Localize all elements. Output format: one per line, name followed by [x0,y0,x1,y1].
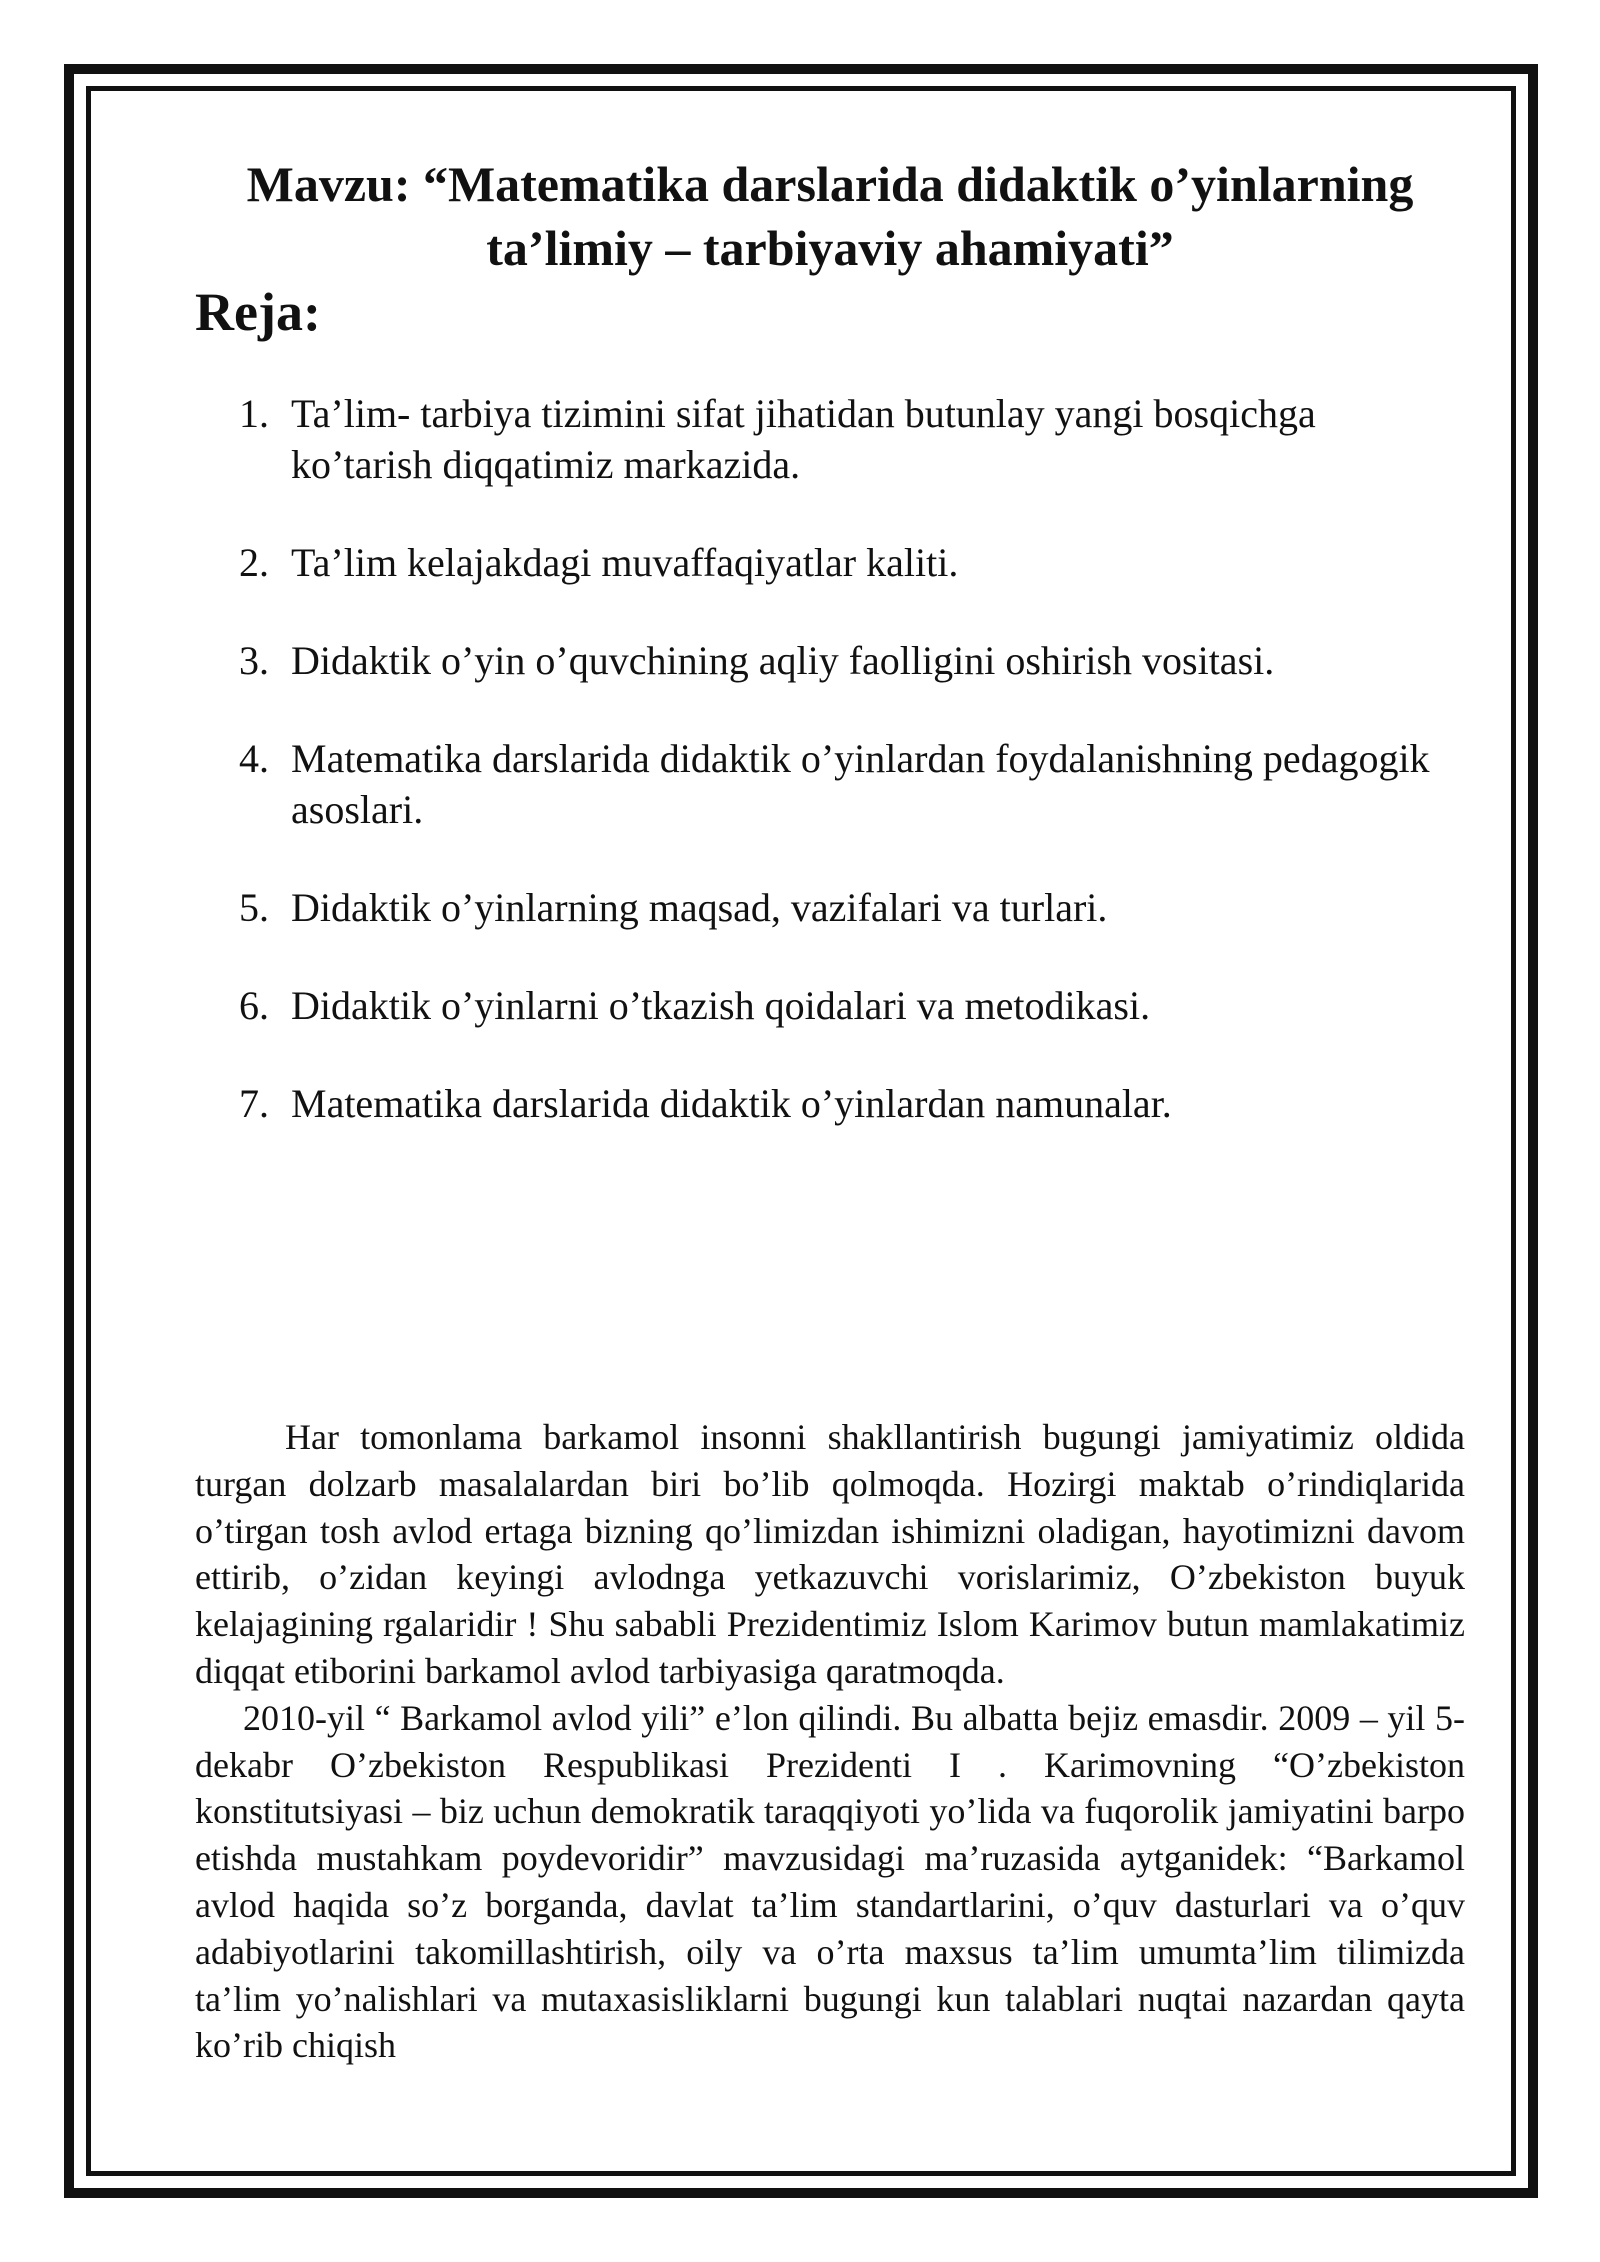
plan-item [195,733,1435,835]
body-paragraph-1: Har tomonlama barkamol insonni shakllantirish bugungi jamiyatimiz oldida turgan dolzarb masalalardan biri bo’lib qolmoqda. Hozirgi maktab o’rindiqlarida o’tirgan tosh avlod ertaga bizning qo’limizdan ishimizni oladigan, hayotimizni davom ettirib, o’zidan keyingi avlodnga yetkazuvchi vorislarimiz, O’zbekiston buyuk kelajagining rgalaridir ! Shu sababli Prezidentimiz Islom Karimov butun mamlakatimiz diqqat etiborini barkamol avlod tarbiyasiga qaratmoqda. [195,1417,1465,1691]
plan-item-number: 1. [239,391,269,436]
plan-item-text: Matematika darslarida didaktik o’yinlardan foydalanishning pedagogik asoslari. [291,736,1430,832]
plan-item-text: Didaktik o’yinlarni o’tkazish qoidalari va metodikasi. [291,983,1151,1028]
plan-item [195,1078,1435,1129]
plan-item-number: 4. [239,736,269,781]
plan-item-number: 7. [239,1081,269,1126]
plan-item-text: Didaktik o’yinlarning maqsad, vazifalari va turlari. [291,885,1108,930]
plan-item-text: Matematika darslarida didaktik o’yinlardan namunalar. [291,1081,1172,1126]
title-line-1: Mavzu: “Matematika darslarida didaktik o’yinlarning [246,156,1414,212]
plan-item [195,980,1435,1031]
plan-item-text: Ta’lim kelajakdagi muvaffaqiyatlar kaliti. [291,540,959,585]
plan-item [195,635,1435,686]
plan-item-text: Ta’lim- tarbiya tizimini sifat jihatidan butunlay yangi bosqichga ko’tarish diqqatimiz markazida. [291,391,1316,487]
body-text [195,1414,1465,2069]
plan-list [195,388,1435,1129]
plan-heading: Reja: [195,282,321,342]
plan-item-number: 2. [239,540,269,585]
plan-item-text: Didaktik o’yin o’quvchining aqliy faolligini oshirish vositasi. [291,638,1275,683]
plan-item-number: 5. [239,885,269,930]
title-line-2: ta’limiy – tarbiyaviy ahamiyati” [486,220,1174,276]
body-paragraph-2: 2010-yil “ Barkamol avlod yili” e’lon qilindi. Bu albatta bejiz emasdir. 2009 – yil 5-dekabr O’zbekiston Respublikasi Prezidenti I . Karimovning “O’zbekiston konstitutsiyasi – biz uchun demokratik taraqqiyoti yo’lida va fuqorolik jamiyatini barpo etishda mustahkam poydevoridir” mavzusidagi ma’ruzasida aytganidek: “Barkamol avlod haqida so’z borganda, davlat ta’lim standartlarini, o’quv dasturlari va o’quv adabiyotlarini takomillashtirish, oily va o’rta maxsus ta’lim umumta’lim tilimizda ta’lim yo’nalishlari va mutaxasisliklarni bugungi kun talablari nuqtai nazardan qayta ko’rib chiqish [195,1697,1465,2066]
plan-item [195,882,1435,933]
plan-item [195,388,1435,490]
plan-item [195,537,1435,588]
plan-item-number: 3. [239,638,269,683]
plan-item-number: 6. [239,983,269,1028]
document-title [195,152,1465,280]
